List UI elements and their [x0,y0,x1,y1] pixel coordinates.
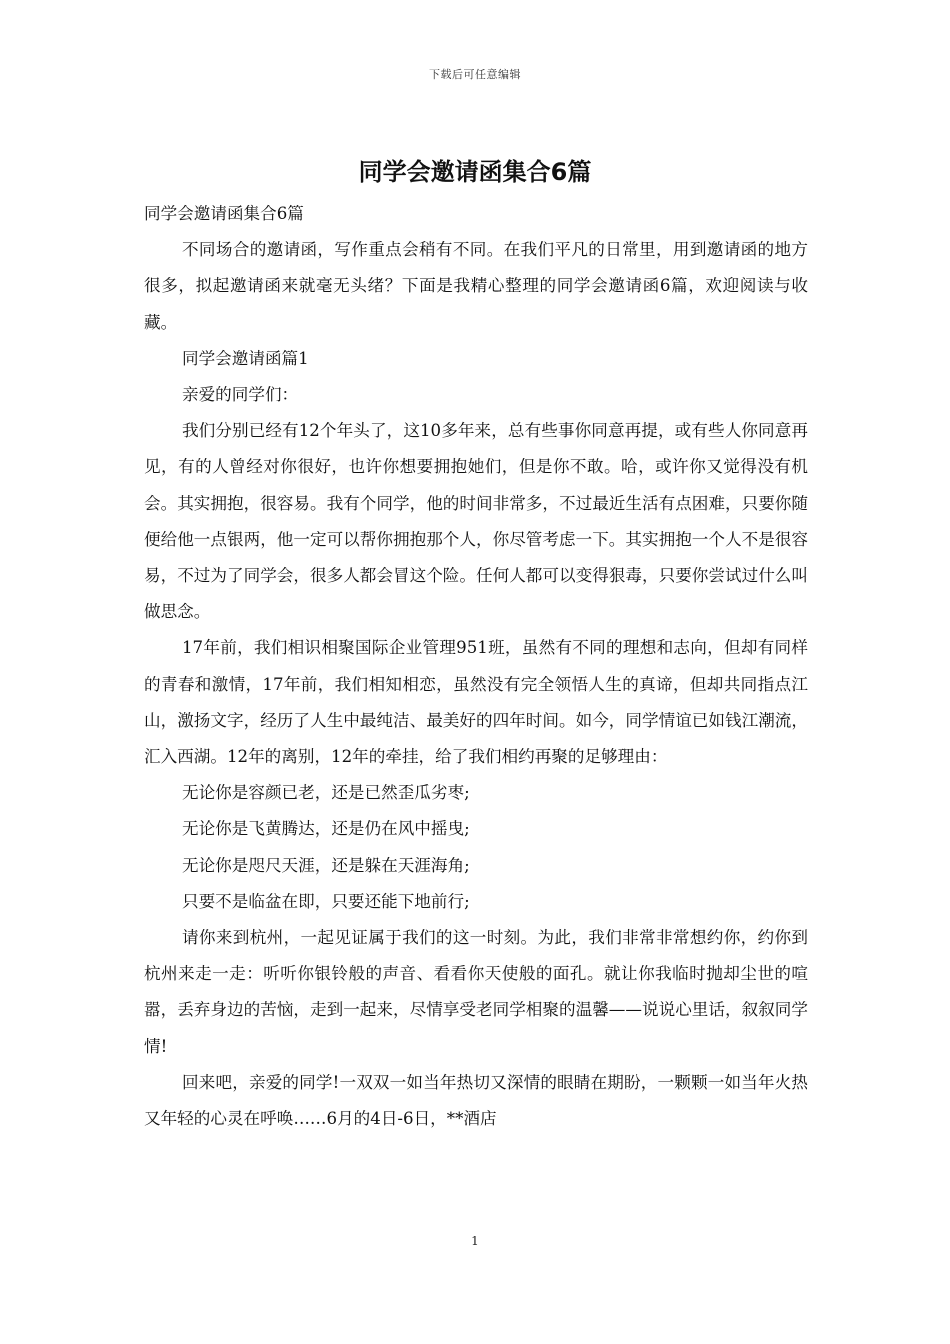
verse-line: 无论你是咫尺天涯，还是躲在天涯海角; [182,855,470,875]
body-paragraph: 回来吧，亲爱的同学!一双双一如当年热切又深情的眼睛在期盼，一颗颗一如当年火热又年轻的心灵在呼唤……6月的4日-6日，**酒店 [144,1072,808,1129]
page-header: 下载后可任意编辑 [429,68,521,81]
body-paragraph: 我们分别已经有12个年头了，这10多年来，总有些事你同意再提，或有些人你同意再见，有的人曾经对你很好，也许你想要拥抱她们，但是你不敢。哈，或许你又觉得没有机会。其实拥抱，很容易。我有个同学，他的时间非常多，不过最近生活有点困难，只要你随便给他一点银两，他一定可以帮你拥抱那个人，你尽管考虑一下。其实拥抱一个人不是很容易，不过为了同学会，很多人都会冒这个险。任何人都可以变得狠毒，只要你尝试过什么叫做思念。 [144,421,808,622]
body-paragraph: 请你来到杭州，一起见证属于我们的这一时刻。为此，我们非常非常想约你，约你到杭州来走一走：听听你银铃般的声音、看看你天使般的面孔。就让你我临时抛却尘世的喧嚣，丢弃身边的苦恼，走到一起来，尽情享受老同学相聚的温馨——说说心里话，叙叙同学情! [144,928,808,1056]
verse-line: 只要不是临盆在即，只要还能下地前行; [182,891,470,911]
intro-paragraph: 不同场合的邀请函，写作重点会稍有不同。在我们平凡的日常里，用到邀请函的地方很多，拟起邀请函来就毫无头绪？下面是我精心整理的同学会邀请函6篇，欢迎阅读与收藏。 [144,240,808,332]
body-paragraph: 17年前，我们相识相聚国际企业管理951班，虽然有不同的理想和志向，但却有同样的青春和激情，17年前，我们相知相恋，虽然没有完全领悟人生的真谛，但却共同指点江山，激扬文字，经历了人生中最纯洁、最美好的四年时间。如今，同学情谊已如钱江潮流，汇入西湖。12年的离别，12年的牵挂，给了我们相约再聚的足够理由： [144,638,808,767]
subtitle-paragraph: 同学会邀请函集合6篇 [144,204,304,223]
verse-line: 无论你是飞黄腾达，还是仍在风中摇曳; [182,819,470,839]
verse-line: 无论你是容颜已老，还是已然歪瓜劣枣; [182,783,470,803]
page-number: 1 [471,1234,479,1248]
document-body [144,196,808,1137]
document-title: 同学会邀请函集合6篇 [358,158,592,186]
salutation: 亲爱的同学们： [182,385,299,405]
section-heading: 同学会邀请函篇1 [182,348,309,368]
